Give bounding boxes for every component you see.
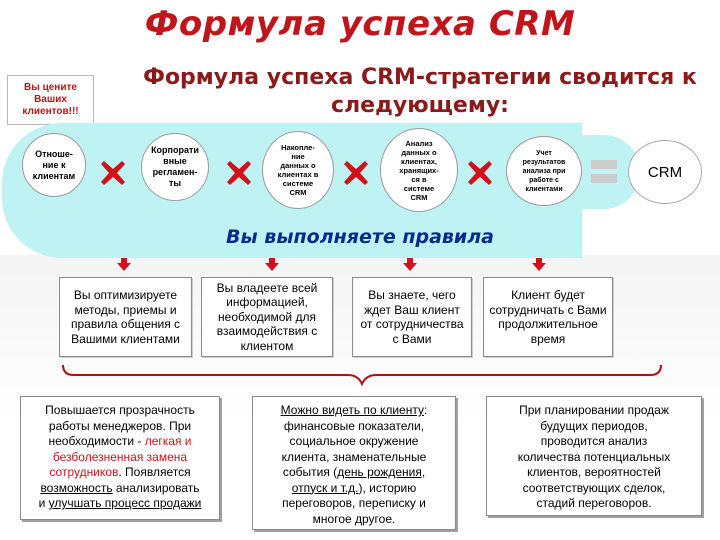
- result-text: Повышается прозрачность: [45, 403, 195, 417]
- formula-text: анализа при: [522, 167, 566, 175]
- formula-item-relationship: [22, 133, 86, 197]
- formula-text: клиентах,: [400, 156, 438, 166]
- note-line-2: Ваших: [34, 94, 67, 105]
- formula-text: Учет: [536, 149, 552, 157]
- formula-text: ся в: [411, 174, 427, 184]
- formula-text: системе: [282, 179, 314, 188]
- subtitle-line-2: следующему:: [331, 93, 509, 118]
- formula-text: Анализ: [405, 138, 433, 148]
- equals-icon: [591, 160, 617, 184]
- formula-text: системе: [403, 183, 435, 193]
- formula-text: результатов: [522, 158, 566, 166]
- result-text: социальное окружение: [289, 434, 419, 448]
- arrow-down-icon: [265, 258, 279, 271]
- result-text: количества потенциальных: [517, 449, 671, 464]
- rule-box-expectations: [352, 277, 472, 357]
- result-highlight: сотрудников: [49, 465, 119, 479]
- subtitle-line-1: Формула успеха CRM-стратегии сводится к: [143, 65, 697, 90]
- formula-text: хранящих-: [399, 165, 439, 175]
- result-text: переговоров, переписку и: [282, 496, 426, 510]
- formula-text: вные: [163, 156, 187, 166]
- rule-text: Вы оптимизируете методы, приемы и правила общения с Вашими клиентами: [70, 288, 181, 346]
- formula-item-results: [506, 136, 582, 206]
- result-text: финансовые показатели,: [283, 418, 425, 433]
- formula-text: CRM: [410, 192, 428, 202]
- formula-text: CRM: [289, 188, 307, 197]
- formula-text: CRM: [647, 163, 683, 181]
- slide-title: Формула успеха CRM: [144, 4, 576, 44]
- result-text: :: [423, 403, 428, 417]
- result-underlined: улучшать процесс продажи: [48, 496, 202, 510]
- formula-text: данных о: [280, 161, 316, 170]
- formula-item-crm: [628, 140, 702, 204]
- result-underlined: день рождения,: [337, 465, 426, 479]
- rule-text: Вы владеете всей информацией, необходимой для взаимодействия с клиентом: [216, 280, 318, 353]
- result-text: и: [38, 496, 49, 510]
- result-text: работы менеджеров. При: [48, 418, 192, 433]
- note-line-1: Вы цените: [24, 82, 77, 93]
- result-text: будущих периодов,: [540, 418, 648, 433]
- note-line-3: клиентов!!!: [22, 106, 79, 117]
- x-mark-icon: [467, 160, 493, 186]
- formula-text: Корпорати: [151, 145, 199, 155]
- result-text: При планировании продаж: [519, 403, 669, 417]
- formula-text: клиентах в: [277, 170, 319, 179]
- result-box-client-view: [252, 396, 456, 530]
- result-highlight: безболезненная замена: [52, 449, 188, 464]
- formula-text: регламен-: [152, 167, 198, 177]
- result-text: необходимости -: [48, 434, 145, 448]
- result-box-planning: [486, 396, 702, 516]
- slide-subtitle: [120, 64, 720, 120]
- rule-box-cooperation: [483, 277, 613, 357]
- formula-text: клиентам: [32, 170, 76, 181]
- rule-box-information: [201, 277, 333, 357]
- result-text: клиентов, вероятностей: [527, 465, 661, 479]
- result-text: проводится анализ: [540, 434, 648, 448]
- result-underlined: Можно видеть по клиенту: [280, 403, 424, 417]
- result-box-transparency: [20, 396, 220, 520]
- result-text: ), историю: [358, 480, 417, 495]
- formula-item-data-accumulation: [262, 131, 334, 209]
- formula-text: ние: [291, 152, 305, 161]
- result-text: . Появляется: [118, 465, 191, 479]
- formula-text: клиентами: [525, 185, 563, 193]
- x-mark-icon: [343, 160, 369, 186]
- arrow-down-icon: [117, 258, 131, 271]
- formula-text: работе с: [529, 176, 559, 184]
- note-box: [7, 75, 94, 125]
- formula-item-regulations: [141, 133, 209, 201]
- result-highlight: легкая и: [144, 434, 192, 448]
- result-text: многое другое.: [312, 511, 396, 526]
- band-label: Вы выполняете правила: [226, 226, 494, 248]
- formula-text: ние к: [42, 159, 66, 170]
- formula-text: данных о: [401, 147, 437, 157]
- formula-item-data-analysis: [380, 128, 458, 212]
- arrow-down-icon: [532, 258, 546, 271]
- arrow-down-icon: [403, 258, 417, 271]
- formula-text: ты: [168, 178, 182, 188]
- rule-text: Вы знаете, чего ждет Ваш клиент от сотрудничества с Вами: [360, 288, 464, 346]
- result-text: стадий переговоров.: [536, 496, 652, 510]
- rule-box-optimize: [59, 277, 192, 357]
- result-text: анализировать: [112, 480, 200, 495]
- formula-text: Накопле-: [281, 143, 315, 152]
- rule-text: Клиент будет сотрудничать с Вами продолжительное время: [489, 288, 607, 346]
- curly-brace-icon: [62, 364, 662, 386]
- result-underlined: отпуск и т.д.: [291, 480, 359, 495]
- x-mark-icon: [100, 160, 126, 186]
- x-mark-icon: [226, 160, 252, 186]
- result-underlined: возможность: [40, 480, 113, 495]
- result-text: соответствующих сделок,: [522, 480, 666, 495]
- result-text: события (: [282, 465, 338, 479]
- result-text: клиента, знаменательные: [281, 449, 427, 464]
- formula-text: Отноше-: [35, 148, 73, 159]
